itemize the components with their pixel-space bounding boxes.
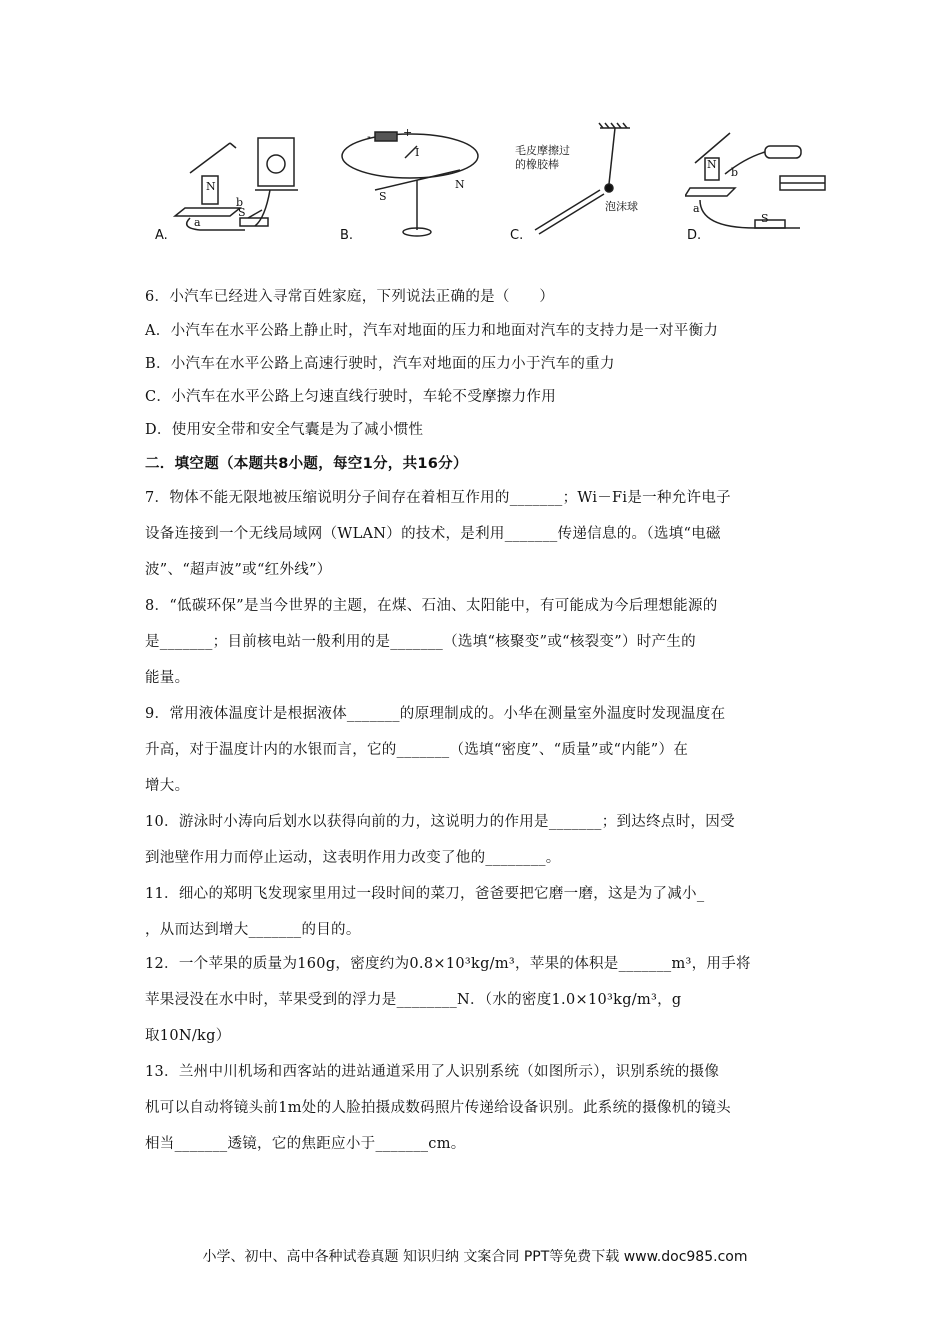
figure-d-drawing (685, 118, 835, 248)
figure-c-ball-text: 泡沫球 (605, 200, 638, 213)
question-6-stem: 6．小汽车已经进入寻常百姓家庭，下列说法正确的是（ ） (145, 289, 555, 305)
figure-a-letter-s: S (238, 206, 246, 219)
question-7-line-1: 7．物体不能无限地被压缩说明分子间存在着相互作用的_______；Wi－Fi是一种允许电子 (145, 490, 731, 506)
question-10-line-2: 到池壁作用力而停止运动，这表明作用力改变了他的________。 (145, 850, 561, 866)
figure-c-rod-text: 毛皮摩擦过 的橡胶棒 (515, 144, 570, 171)
figure-d-letter-a: a (693, 202, 700, 215)
question-13-line-2: 机可以自动将镜头前1m处的人脸拍摄成数码照片传递给设备识别。此系统的摄像机的镜头 (145, 1100, 731, 1116)
question-8-line-1: 8．“低碳环保”是当今世界的主题，在煤、石油、太阳能中，有可能成为今后理想能源的 (145, 598, 718, 614)
figure-a-drawing (150, 118, 320, 248)
figure-a-letter-n: N (206, 180, 216, 193)
figure-d-letter-n: N (707, 158, 717, 171)
figure-a-letter-b: b (236, 196, 244, 209)
question-6-option-d: D．使用安全带和安全气囊是为了减小惯性 (145, 422, 424, 438)
figure-d (685, 118, 835, 248)
question-7-line-2: 设备连接到一个无线局域网（WLAN）的技术，是利用_______传递信息的。（选填“电磁 (145, 526, 721, 542)
figure-b-current: I (415, 146, 420, 159)
question-8-line-3: 能量。 (145, 670, 190, 686)
figure-c-label: C. (510, 228, 524, 243)
figure-d-label: D. (687, 228, 702, 243)
question-9-line-2: 升高，对于温度计内的水银而言，它的_______（选填“密度”、“质量”或“内能”）在 (145, 742, 689, 758)
question-12-line-2: 苹果浸没在水中时，苹果受到的浮力是________N．（水的密度1.0×10³kg/m³，g (145, 992, 682, 1008)
figure-c (505, 118, 665, 248)
figure-d-letter-b: b (731, 166, 739, 179)
question-6-option-a: A．小汽车在水平公路上静止时，汽车对地面的压力和地面对汽车的支持力是一对平衡力 (145, 323, 719, 339)
question-8-line-2: 是_______；目前核电站一般利用的是_______（选填“核聚变”或“核裂变”）时产生的 (145, 634, 696, 650)
figure-a-label: A. (155, 228, 168, 243)
figure-strip (150, 118, 830, 248)
figure-b-plus: + (403, 126, 413, 139)
question-9-line-3: 增大。 (145, 778, 190, 794)
question-12-line-1: 12．一个苹果的质量为160g，密度约为0.8×10³kg/m³，苹果的体积是_______m³，用手将 (145, 956, 751, 972)
figure-c-drawing (505, 118, 665, 248)
question-6-option-c: C．小汽车在水平公路上匀速直线行驶时，车轮不受摩擦力作用 (145, 389, 556, 405)
figure-b-drawing (335, 118, 495, 248)
figure-b-letter-s: S (379, 190, 387, 203)
figure-b-label: B. (340, 228, 354, 243)
figure-b-letter-n: N (455, 178, 465, 191)
figure-b-minus: - (367, 130, 371, 143)
figure-b (335, 118, 495, 248)
question-7-line-3: 波”、“超声波”或“红外线”） (145, 562, 332, 578)
section-heading: 二．填空题（本题共8小题，每空1分，共16分） (145, 456, 468, 472)
question-13-line-1: 13．兰州中川机场和西客站的进站通道采用了人识别系统（如图所示），识别系统的摄像 (145, 1064, 720, 1080)
figure-d-letter-s: S (761, 212, 769, 225)
question-11-line-1: 11．细心的郑明飞发现家里用过一段时间的菜刀，爸爸要把它磨一磨，这是为了减小_ (145, 886, 705, 902)
question-13-line-3: 相当_______透镜，它的焦距应小于_______cm。 (145, 1136, 466, 1152)
figure-a-letter-a: a (194, 216, 201, 229)
question-9-line-1: 9．常用液体温度计是根据液体_______的原理制成的。小华在测量室外温度时发现温度在 (145, 706, 726, 722)
question-12-line-3: 取10N/kg） (145, 1028, 231, 1044)
question-6-option-b: B．小汽车在水平公路上高速行驶时，汽车对地面的压力小于汽车的重力 (145, 356, 615, 372)
page-footer: 小学、初中、高中各种试卷真题 知识归纳 文案合同 PPT等免费下载 www.doc985.com (202, 1249, 748, 1265)
question-11-line-2: ，从而达到增大_______的目的。 (145, 922, 361, 938)
question-10-line-1: 10．游泳时小涛向后划水以获得向前的力，这说明力的作用是_______；到达终点时，因受 (145, 814, 735, 830)
figure-a (150, 118, 320, 248)
